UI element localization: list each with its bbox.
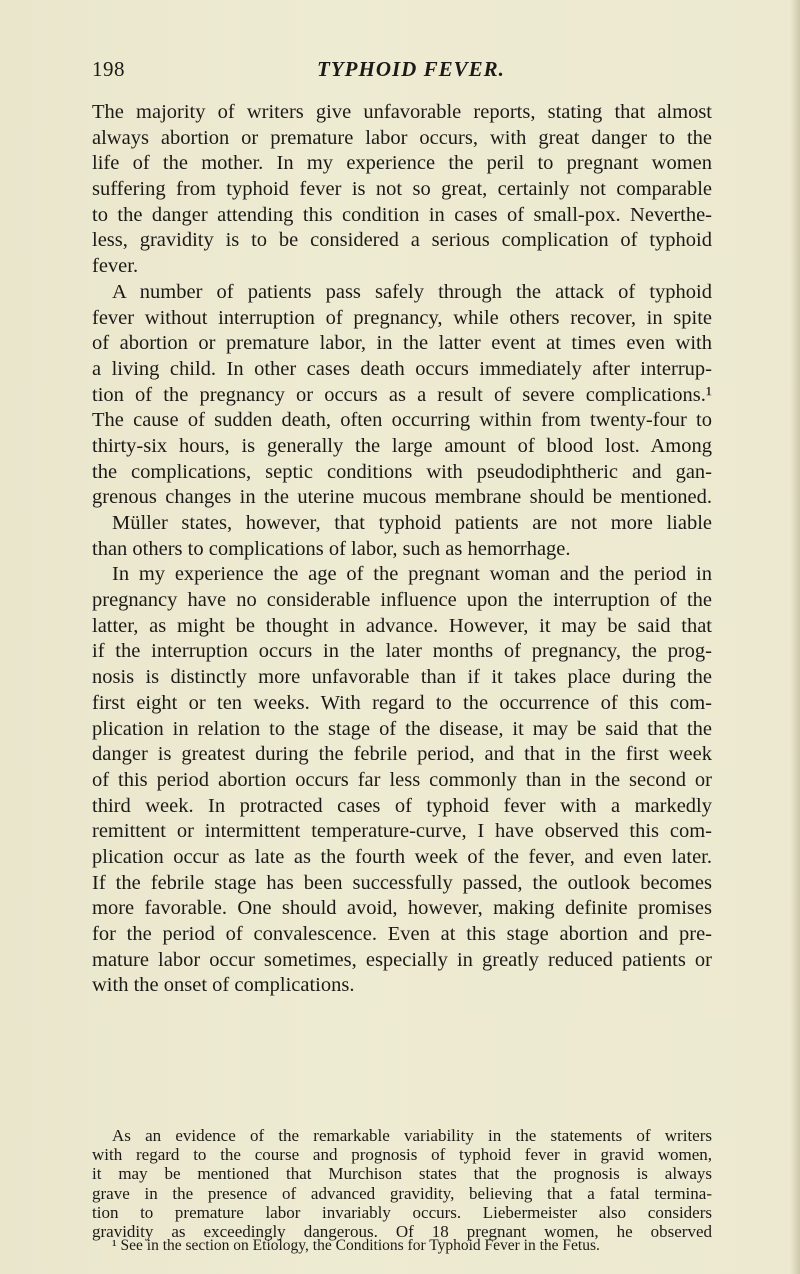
text-line: fever without interruption of pregnancy, while others recover, in spite: [92, 306, 712, 329]
text-line: less, gravidity is to be considered a serious complication of typhoid: [92, 229, 712, 252]
small-text-line: gravidity as exceedingly dangerous. Of 18 pregnant women, he observed: [92, 1221, 712, 1241]
text-line: more favorable. One should avoid, however, making definite promises: [92, 897, 712, 920]
text-line: grenous changes in the uterine mucous membrane should be mentioned.: [92, 486, 712, 509]
small-text-line: it may be mentioned that Murchison states that the prognosis is always: [92, 1164, 712, 1184]
text-line: Müller states, however, that typhoid patients are not more liable: [112, 512, 712, 534]
small-text-line: tion to premature labor invariably occurs. Liebermeister also considers: [92, 1202, 712, 1222]
main-text: [92, 100, 712, 999]
text-line: remittent or intermittent temperature-curve, I have observed this com-: [92, 820, 712, 843]
small-print-paragraph: [92, 1126, 712, 1241]
text-line: of abortion or premature labor, in the latter event at times even with: [92, 332, 712, 355]
text-line: third week. In protracted cases of typhoid fever with a markedly: [92, 794, 712, 817]
small-text-line: As an evidence of the remarkable variability in the statements of writers: [112, 1126, 712, 1145]
text-line: thirty-six hours, is generally the large amount of blood lost. Among: [92, 434, 712, 457]
text-line: plication occur as late as the fourth week of the fever, and even later.: [92, 845, 712, 868]
small-text-line: with regard to the course and prognosis of typhoid fever in gravid women,: [92, 1145, 712, 1165]
text-line: mature labor occur sometimes, especially in greatly reduced patients or: [92, 948, 712, 971]
text-line: pregnancy have no considerable influence upon the interruption of the: [92, 589, 712, 612]
footnote: ¹ See in the section on Etiology, the Conditions for Typhoid Fever in the Fetus.: [112, 1237, 600, 1254]
text-line: life of the mother. In my experience the peril to pregnant women: [92, 152, 712, 175]
page-edge-shadow: [790, 0, 800, 1274]
text-line: with the onset of complications.: [92, 974, 355, 997]
text-line: than others to complications of labor, such as hemorrhage.: [92, 537, 571, 560]
text-line: a living child. In other cases death occurs immediately after interrup-: [92, 357, 712, 380]
text-line: to the danger attending this condition in cases of small-pox. Neverthe-: [92, 203, 712, 226]
text-line: if the interruption occurs in the later months of pregnancy, the prog-: [92, 640, 712, 663]
page-header: [92, 57, 702, 83]
text-line: danger is greatest during the febrile period, and that in the first week: [92, 743, 712, 766]
text-line: The majority of writers give unfavorable reports, stating that almost: [92, 101, 712, 123]
text-line: The cause of sudden death, often occurring within from twenty-four to: [92, 409, 712, 432]
text-line: In my experience the age of the pregnant woman and the period in: [112, 563, 712, 586]
page-number: 198: [92, 57, 125, 81]
running-title: TYPHOID FEVER.: [317, 57, 505, 81]
text-line: of this period abortion occurs far less commonly than in the second or: [92, 768, 712, 791]
text-line: plication in relation to the stage of the disease, it may be said that the: [92, 717, 712, 740]
text-line: nosis is distinctly more unfavorable than if it takes place during the: [92, 666, 712, 689]
text-line: the complications, septic conditions with pseudodiphtheric and gan-: [92, 460, 712, 483]
text-line: for the period of convalescence. Even at this stage abortion and pre-: [92, 923, 712, 945]
text-line: latter, as might be thought in advance. However, it may be said that: [92, 614, 712, 637]
text-line: suffering from typhoid fever is not so great, certainly not comparable: [92, 178, 712, 201]
text-line: tion of the pregnancy or occurs as a result of severe complications.¹: [92, 383, 712, 406]
text-line: If the febrile stage has been successfully passed, the outlook becomes: [92, 871, 712, 894]
small-text-line: grave in the presence of advanced gravidity, believing that a fatal termina-: [92, 1183, 712, 1203]
text-line: fever.: [92, 255, 139, 278]
text-line: always abortion or premature labor occurs, with great danger to the: [92, 126, 712, 149]
text-line: first eight or ten weeks. With regard to the occurrence of this com-: [92, 691, 712, 714]
text-line: A number of patients pass safely through the attack of typhoid: [112, 280, 712, 303]
